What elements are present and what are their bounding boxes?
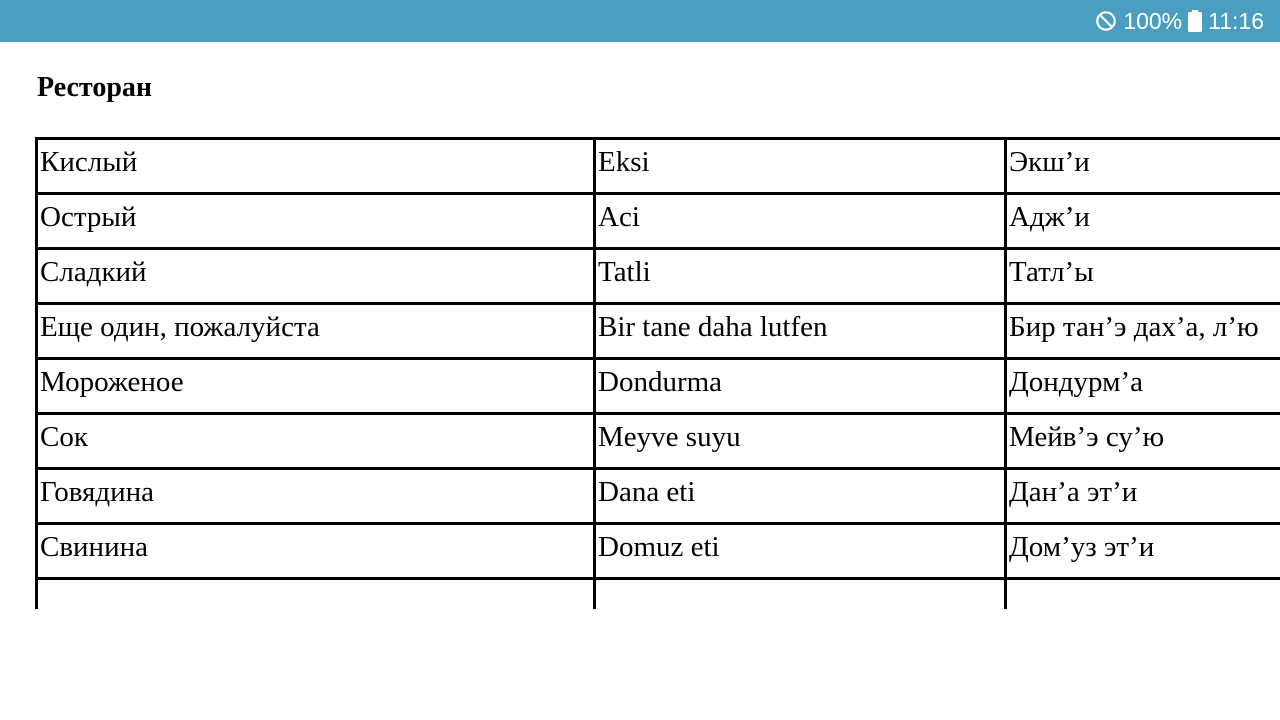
- turkish-cell: Bir tane daha lutfen: [595, 304, 1006, 359]
- phrase-table: [35, 137, 1280, 609]
- russian-cell: Свинина: [37, 524, 595, 579]
- turkish-cell: Eksi: [595, 139, 1006, 194]
- transcription-cell: Адж’и: [1006, 194, 1280, 249]
- russian-cell: Острый: [37, 194, 595, 249]
- table-row: [37, 359, 1280, 414]
- russian-cell: Сладкий: [37, 249, 595, 304]
- russian-cell: Мороженое: [37, 359, 595, 414]
- table-row: [37, 579, 1280, 610]
- turkish-cell: Domuz eti: [595, 524, 1006, 579]
- transcription-cell: Мейв’э су’ю: [1006, 414, 1280, 469]
- turkish-cell: [595, 579, 1006, 610]
- transcription-cell: Дондурм’а: [1006, 359, 1280, 414]
- transcription-cell: Дом’уз эт’и: [1006, 524, 1280, 579]
- turkish-cell: Aci: [595, 194, 1006, 249]
- battery-percent: 100%: [1123, 7, 1183, 34]
- turkish-cell: Meyve suyu: [595, 414, 1006, 469]
- transcription-cell: Дан’а эт’и: [1006, 469, 1280, 524]
- table-row: [37, 524, 1280, 579]
- battery-icon: [1188, 10, 1202, 32]
- table-row: [37, 414, 1280, 469]
- table-row: [37, 304, 1280, 359]
- status-bar: [0, 0, 1280, 42]
- turkish-cell: Dondurma: [595, 359, 1006, 414]
- turkish-cell: Dana eti: [595, 469, 1006, 524]
- russian-cell: Еще один, пожалуйста: [37, 304, 595, 359]
- russian-cell: Кислый: [37, 139, 595, 194]
- document-page[interactable]: [0, 42, 1280, 720]
- do-not-disturb-icon: [1095, 10, 1117, 32]
- transcription-cell: Экш’и: [1006, 139, 1280, 194]
- transcription-cell: Татл’ы: [1006, 249, 1280, 304]
- transcription-cell: [1006, 579, 1280, 610]
- russian-cell: [37, 579, 595, 610]
- table-row: [37, 194, 1280, 249]
- table-viewport: [35, 137, 1280, 609]
- table-row: [37, 249, 1280, 304]
- status-indicators: [1095, 0, 1264, 42]
- turkish-cell: Tatli: [595, 249, 1006, 304]
- table-row: [37, 469, 1280, 524]
- russian-cell: Говядина: [37, 469, 595, 524]
- table-row: [37, 139, 1280, 194]
- transcription-cell: Бир тан’э дах’а, л’ю: [1006, 304, 1280, 359]
- russian-cell: Сок: [37, 414, 595, 469]
- clock: 11:16: [1208, 7, 1264, 34]
- document-title: Ресторан: [37, 72, 153, 103]
